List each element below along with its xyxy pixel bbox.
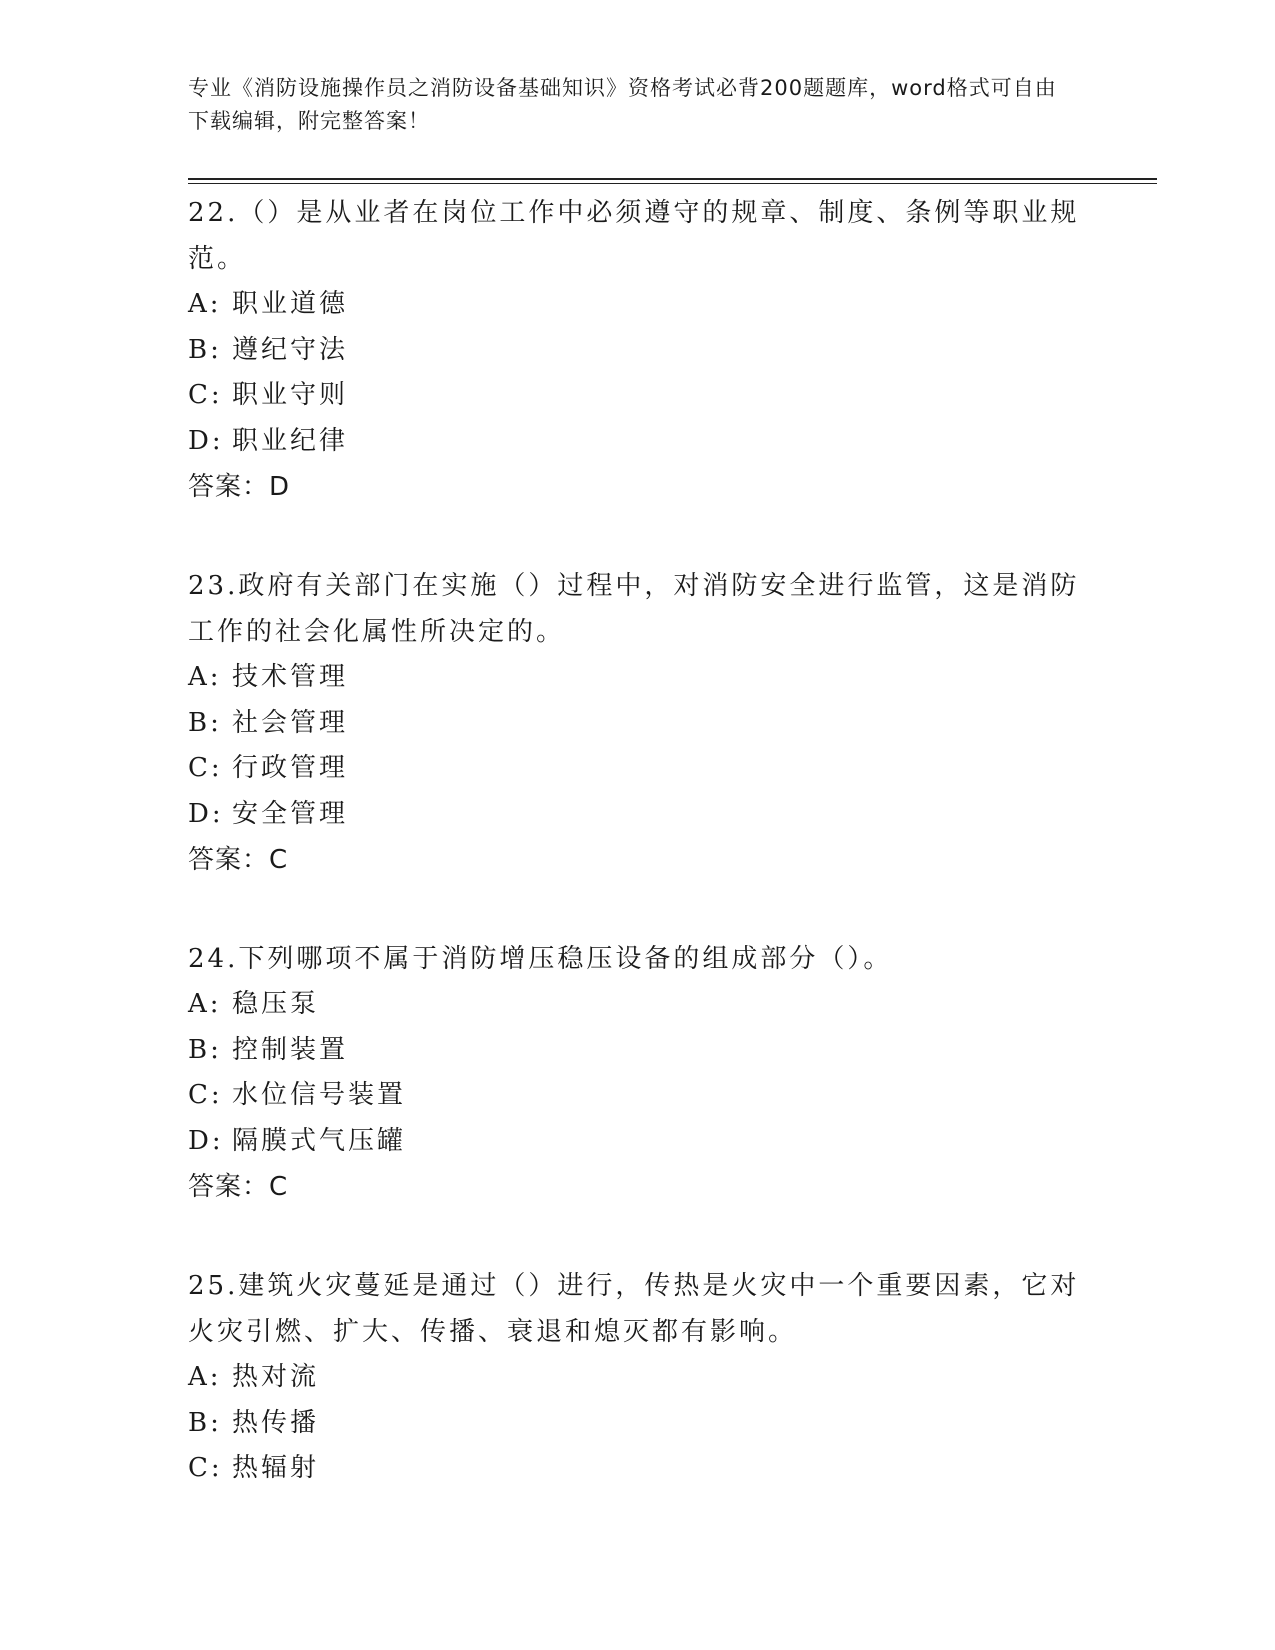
question-option (188, 982, 1088, 1028)
question-answer: 答案：C (188, 1172, 289, 1202)
option-text: 热对流 (232, 1362, 320, 1392)
question-option (188, 373, 1088, 419)
question-option (188, 1401, 1088, 1447)
option-text: 安全管理 (232, 798, 349, 829)
option-text: 社会管理 (232, 707, 349, 738)
option-text: 水位信号装置 (232, 1080, 407, 1110)
option-text: 隔膜式气压罐 (232, 1125, 407, 1156)
option-text: 稳压泵 (232, 989, 320, 1019)
option-text: 职业守则 (232, 380, 349, 410)
question-option (188, 792, 1088, 838)
question-option (188, 746, 1088, 792)
option-key: C: (188, 1453, 223, 1483)
question-item (188, 936, 1088, 1210)
option-text: 控制装置 (232, 1034, 349, 1065)
question-item (188, 190, 1088, 510)
option-key: C: (188, 1080, 223, 1110)
option-key: A: (188, 289, 222, 319)
option-key: A: (188, 989, 222, 1019)
question-list (188, 190, 1088, 1545)
question-stem: 22.（）是从业者在岗位工作中必须遵守的规章、制度、条例等职业规范。 (188, 198, 1080, 274)
option-text: 热辐射 (232, 1453, 320, 1483)
question-option (188, 1073, 1088, 1119)
option-key: B: (188, 1407, 222, 1438)
header-divider-thick (188, 178, 1157, 180)
question-item (188, 563, 1088, 883)
question-option (188, 655, 1088, 701)
question-answer: 答案：C (188, 845, 289, 875)
question-option (188, 1355, 1088, 1401)
option-key: D: (188, 1125, 224, 1156)
question-option (188, 419, 1088, 465)
question-stem: 25.建筑火灾蔓延是通过（）进行，传热是火灾中一个重要因素，它对火灾引燃、扩大、传播、衰退和熄灭都有影响。 (188, 1271, 1080, 1347)
option-key: A: (188, 662, 222, 692)
question-option (188, 1446, 1088, 1492)
option-key: B: (188, 334, 222, 365)
header-divider-thin (188, 183, 1157, 184)
question-option (188, 701, 1088, 747)
option-key: C: (188, 753, 223, 783)
option-key: D: (188, 798, 224, 829)
option-text: 职业道德 (232, 289, 349, 319)
option-key: C: (188, 380, 223, 410)
question-option (188, 282, 1088, 328)
question-stem: 24.下列哪项不属于消防增压稳压设备的组成部分（）。 (188, 944, 893, 974)
option-text: 职业纪律 (232, 425, 349, 456)
option-key: D: (188, 425, 224, 456)
document-header: 专业《消防设施操作员之消防设备基础知识》资格考试必背200题题库，word格式可自由下载编辑，附完整答案！ (188, 76, 1057, 133)
question-item (188, 1263, 1088, 1492)
question-option (188, 328, 1088, 374)
option-key: A: (188, 1362, 222, 1392)
option-key: B: (188, 707, 222, 738)
option-text: 热传播 (232, 1407, 320, 1438)
question-stem: 23.政府有关部门在实施（）过程中，对消防安全进行监管，这是消防工作的社会化属性所决定的。 (188, 571, 1080, 647)
question-answer: 答案：D (188, 472, 291, 502)
question-option (188, 1028, 1088, 1074)
option-key: B: (188, 1034, 222, 1065)
question-option (188, 1119, 1088, 1165)
option-text: 遵纪守法 (232, 334, 349, 365)
option-text: 技术管理 (232, 662, 349, 692)
option-text: 行政管理 (232, 753, 349, 783)
